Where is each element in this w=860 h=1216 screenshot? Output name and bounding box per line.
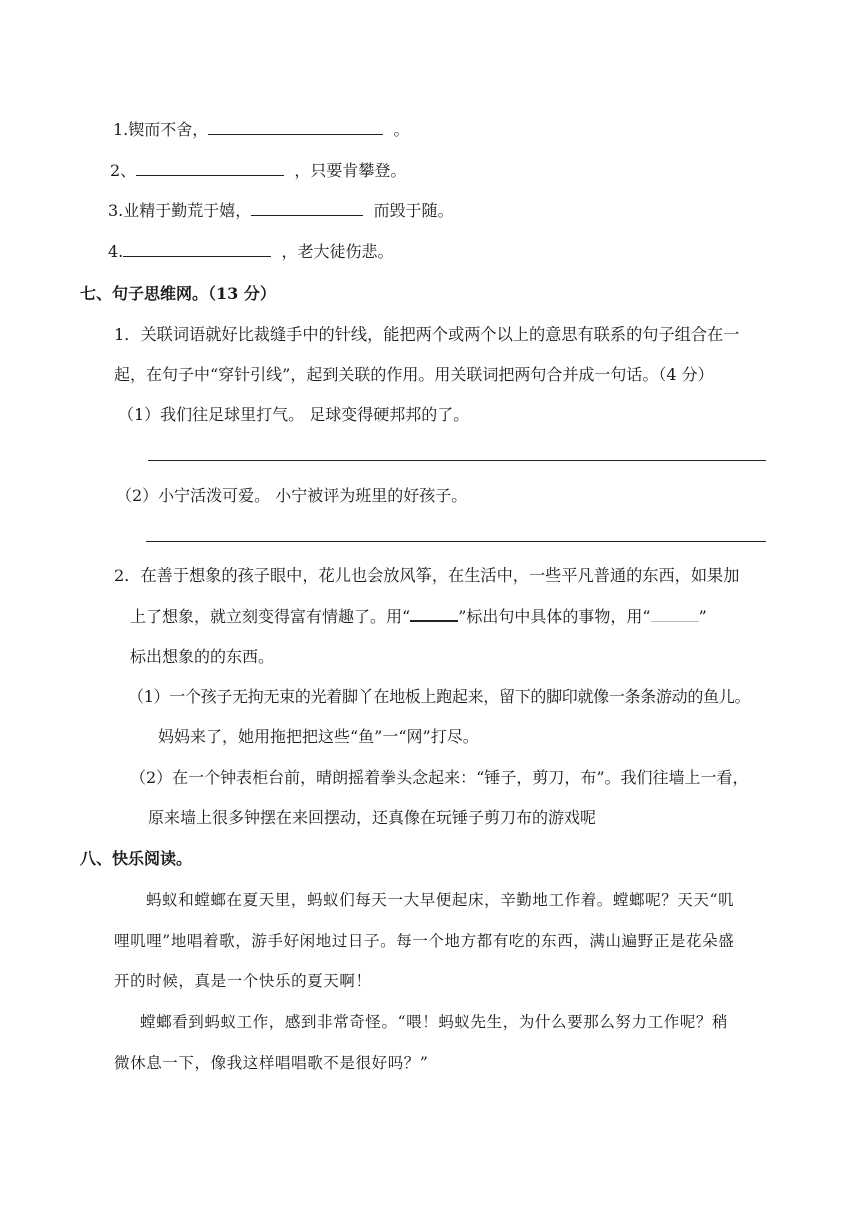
section-7-q2-item-1-line-1: （1）一个孩子无拘无束的光着脚丫在地板上跑起来，留下的脚印就像一条条游动的鱼儿。 bbox=[128, 687, 751, 706]
fill-in-item-2-after: ，只要肯攀登。 bbox=[294, 161, 407, 180]
fill-in-item-3-after: 而毁于随。 bbox=[373, 201, 454, 220]
answer-blank[interactable] bbox=[136, 161, 284, 176]
reading-paragraph-1-line-2: 哩叽哩”地唱着歌，游手好闲地过日子。每一个地方都有吃的东西，满山遍野正是花朵盛 bbox=[114, 932, 735, 950]
fill-in-item-3 bbox=[108, 200, 453, 222]
section-8-heading: 八、快乐阅读。 bbox=[80, 849, 193, 868]
section-7-heading: 七、句子思维网。（13 分） bbox=[80, 284, 276, 303]
reading-paragraph-2-line-1: 螳螂看到蚂蚁工作，感到非常奇怪。“喂！蚂蚁先生，为什么要那么努力工作呢？稍 bbox=[140, 1013, 729, 1031]
section-7-q1-item-1: （1）我们往足球里打气。 足球变得硬邦邦的了。 bbox=[118, 405, 470, 424]
fill-in-item-4-after: ，老大徒伤悲。 bbox=[281, 242, 394, 261]
answer-blank[interactable] bbox=[208, 120, 383, 135]
wavy-underline-mark bbox=[651, 607, 699, 622]
section-7-q2-text-line-1: 2．在善于想象的孩子眼中，花儿也会放风筝，在生活中，一些平凡普通的东西，如果加 bbox=[114, 566, 740, 585]
section-7-q1-text-line-2: 起，在句子中“穿针引线”，起到关联的作用。用关联词把两句合并成一句话。（4 分） bbox=[114, 365, 714, 384]
reading-paragraph-1-line-1: 蚂蚁和螳螂在夏天里，蚂蚁们每天一大早便起床，辛勤地工作着。螳螂呢？天天“叽 bbox=[146, 891, 735, 909]
section-7-q2-item-2-line-2: 原来墙上很多钟摆在来回摆动，还真像在玩锤子剪刀布的游戏呢 bbox=[148, 808, 597, 827]
section-7-q1-text-line-1: 1．关联词语就好比裁缝手中的针线，能把两个或两个以上的意思有联系的句子组合在一 bbox=[114, 325, 740, 344]
straight-underline-mark bbox=[410, 606, 458, 622]
answer-blank[interactable] bbox=[123, 242, 271, 257]
fill-in-item-4-before: 4. bbox=[108, 242, 124, 261]
fill-in-item-2-before: 2、 bbox=[110, 161, 137, 180]
fill-in-item-1-before: 1.锲而不舍， bbox=[113, 120, 209, 139]
reading-paragraph-2-line-2: 微休息一下，像我这样唱唱歌不是很好吗？” bbox=[114, 1054, 429, 1072]
fill-in-item-1-after: 。 bbox=[393, 120, 410, 139]
q2-line-2-part-b: ”标出句中具体的事物，用“ bbox=[458, 607, 651, 626]
answer-line[interactable] bbox=[148, 460, 766, 461]
fill-in-item-1 bbox=[113, 119, 409, 141]
answer-blank[interactable] bbox=[251, 201, 363, 216]
reading-paragraph-1-line-3: 开的时候，真是一个快乐的夏天啊！ bbox=[114, 972, 372, 990]
section-7-q2-item-2-line-1: （2）在一个钟表柜台前，晴朗摇着拳头念起来：“锤子，剪刀，布”。我们往墙上一看， bbox=[130, 768, 749, 787]
section-7-q1-item-2: （2）小宁活泼可爱。 小宁被评为班里的好孩子。 bbox=[116, 486, 468, 505]
q2-line-2-part-a: 上了想象，就立刻变得富有情趣了。用“ bbox=[130, 607, 411, 626]
answer-line[interactable] bbox=[146, 541, 766, 542]
section-7-q2-text-line-3: 标出想象的的东西。 bbox=[130, 647, 275, 666]
fill-in-item-2 bbox=[110, 160, 406, 182]
fill-in-item-4 bbox=[108, 241, 393, 263]
section-7-q2-text-line-2 bbox=[130, 606, 707, 628]
fill-in-item-3-before: 3.业精于勤荒于嬉， bbox=[108, 201, 252, 220]
q2-line-2-part-c: ” bbox=[698, 607, 707, 626]
section-7-q2-item-1-line-2: 妈妈来了，她用拖把把这些“鱼”一“网”打尽。 bbox=[158, 727, 479, 746]
